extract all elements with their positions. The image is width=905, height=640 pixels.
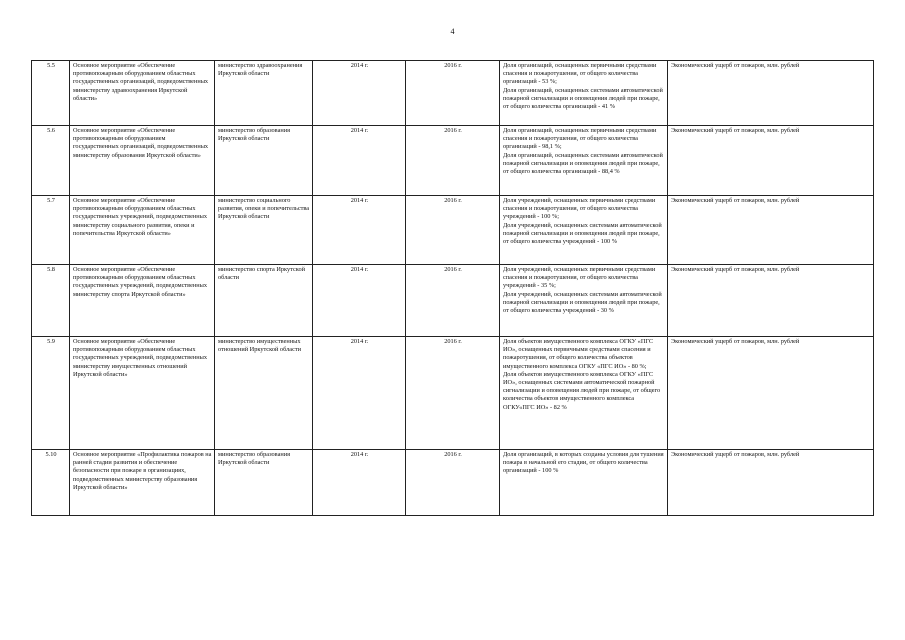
- end-year: 2016 г.: [406, 196, 500, 265]
- executor: министерство спорта Иркутской области: [215, 265, 313, 337]
- start-year: 2014 г.: [313, 337, 406, 450]
- table-row: [32, 265, 874, 337]
- result-indicator: Экономический ущерб от пожаров, млн. рублей: [668, 61, 874, 126]
- table-row: [32, 337, 874, 450]
- executor: министерство здравоохранения Иркутской области: [215, 61, 313, 126]
- result-indicator: Экономический ущерб от пожаров, млн. рублей: [668, 337, 874, 450]
- event-name: Основное мероприятие «Обеспечение противопожарным оборудованием государственных организаций, подведомственных министерству образования Иркутской области»: [70, 126, 215, 196]
- end-year: 2016 г.: [406, 126, 500, 196]
- table-row: [32, 61, 874, 126]
- program-events-table: [31, 60, 874, 516]
- row-number: 5.7: [32, 196, 70, 265]
- result-indicator: Экономический ущерб от пожаров, млн. рублей: [668, 450, 874, 516]
- row-number: 5.10: [32, 450, 70, 516]
- table-row: [32, 196, 874, 265]
- end-year: 2016 г.: [406, 61, 500, 126]
- indicator: Доля организаций, оснащенных первичными средствами спасения и пожаротушения, от общего количества организаций - 98,1 %; Доля организаций, оснащенных системами автоматической пожарной сигнализации и оповещения людей при пожаре, от общего количества организаций - 88,4 %: [500, 126, 668, 196]
- executor: министерство образования Иркутской области: [215, 450, 313, 516]
- executor: министерство имущественных отношений Иркутской области: [215, 337, 313, 450]
- event-name: Основное мероприятие «Профилактика пожаров на ранней стадии развития и обеспечение безопасности при пожаре в организациях, подведомственных министерству образования Иркутской области»: [70, 450, 215, 516]
- executor: министерство образования Иркутской области: [215, 126, 313, 196]
- start-year: 2014 г.: [313, 126, 406, 196]
- result-indicator: Экономический ущерб от пожаров, млн. рублей: [668, 196, 874, 265]
- start-year: 2014 г.: [313, 196, 406, 265]
- indicator: Доля объектов имущественного комплекса ОГКУ «ПГС ИО», оснащенных первичными средствами спасения и пожаротушения, от общего количества объектов имущественного комплекса ОГКУ «ПГС ИО» - 80 %; Доля объектов имущественного комплекса ОГКУ «ПГС ИО», оснащенных системами автоматической пожарной сигнализации и оповещения людей при пожаре, от общего количества объектов имущественного комплекса ОГКУ«ПГС ИО» - 82 %: [500, 337, 668, 450]
- table-row: [32, 126, 874, 196]
- event-name: Основное мероприятие «Обеспечение противопожарным оборудованием областных государственных организаций, подведомственных министерству здравоохранения Иркутской области»: [70, 61, 215, 126]
- event-name: Основное мероприятие «Обеспечение противопожарным оборудованием областных государственных учреждений, подведомственных министерству имущественных отношений Иркутской области»: [70, 337, 215, 450]
- result-indicator: Экономический ущерб от пожаров, млн. рублей: [668, 265, 874, 337]
- end-year: 2016 г.: [406, 337, 500, 450]
- start-year: 2014 г.: [313, 61, 406, 126]
- row-number: 5.5: [32, 61, 70, 126]
- row-number: 5.9: [32, 337, 70, 450]
- start-year: 2014 г.: [313, 450, 406, 516]
- result-indicator: Экономический ущерб от пожаров, млн. рублей: [668, 126, 874, 196]
- row-number: 5.6: [32, 126, 70, 196]
- table-row: [32, 450, 874, 516]
- page-number: 4: [450, 27, 455, 36]
- indicator: Доля учреждений, оснащенных первичными средствами спасения и пожаротушения, от общего количества учреждений - 35 %; Доля учреждений, оснащенных системами автоматической пожарной сигнализации и оповещения людей при пожаре, от общего количества учреждений - 30 %: [500, 265, 668, 337]
- indicator: Доля организаций, оснащенных первичными средствами спасения и пожаротушения, от общего количества организаций - 53 %; Доля организаций, оснащенных системами автоматической пожарной сигнализации и оповещения людей при пожаре, от общего количества организаций - 41 %: [500, 61, 668, 126]
- indicator: Доля организаций, в которых созданы условия для тушения пожара в начальной его стадии, от общего количества организаций - 100 %: [500, 450, 668, 516]
- indicator: Доля учреждений, оснащенных первичными средствами спасения и пожаротушения, от общего количества учреждений - 100 %; Доля учреждений, оснащенных системами автоматической пожарной сигнализации и оповещения людей при пожаре, от общего количества учреждений - 100 %: [500, 196, 668, 265]
- executor: министерство социального развития, опеки и попечительства Иркутской области: [215, 196, 313, 265]
- row-number: 5.8: [32, 265, 70, 337]
- end-year: 2016 г.: [406, 450, 500, 516]
- event-name: Основное мероприятие «Обеспечение противопожарным оборудованием областных государственных учреждений, подведомственных министерству спорта Иркутской области»: [70, 265, 215, 337]
- start-year: 2014 г.: [313, 265, 406, 337]
- event-name: Основное мероприятие «Обеспечение противопожарным оборудованием областных государственных учреждений, подведомственных министерству социального развития, опеки и попечительства Иркутской области»: [70, 196, 215, 265]
- end-year: 2016 г.: [406, 265, 500, 337]
